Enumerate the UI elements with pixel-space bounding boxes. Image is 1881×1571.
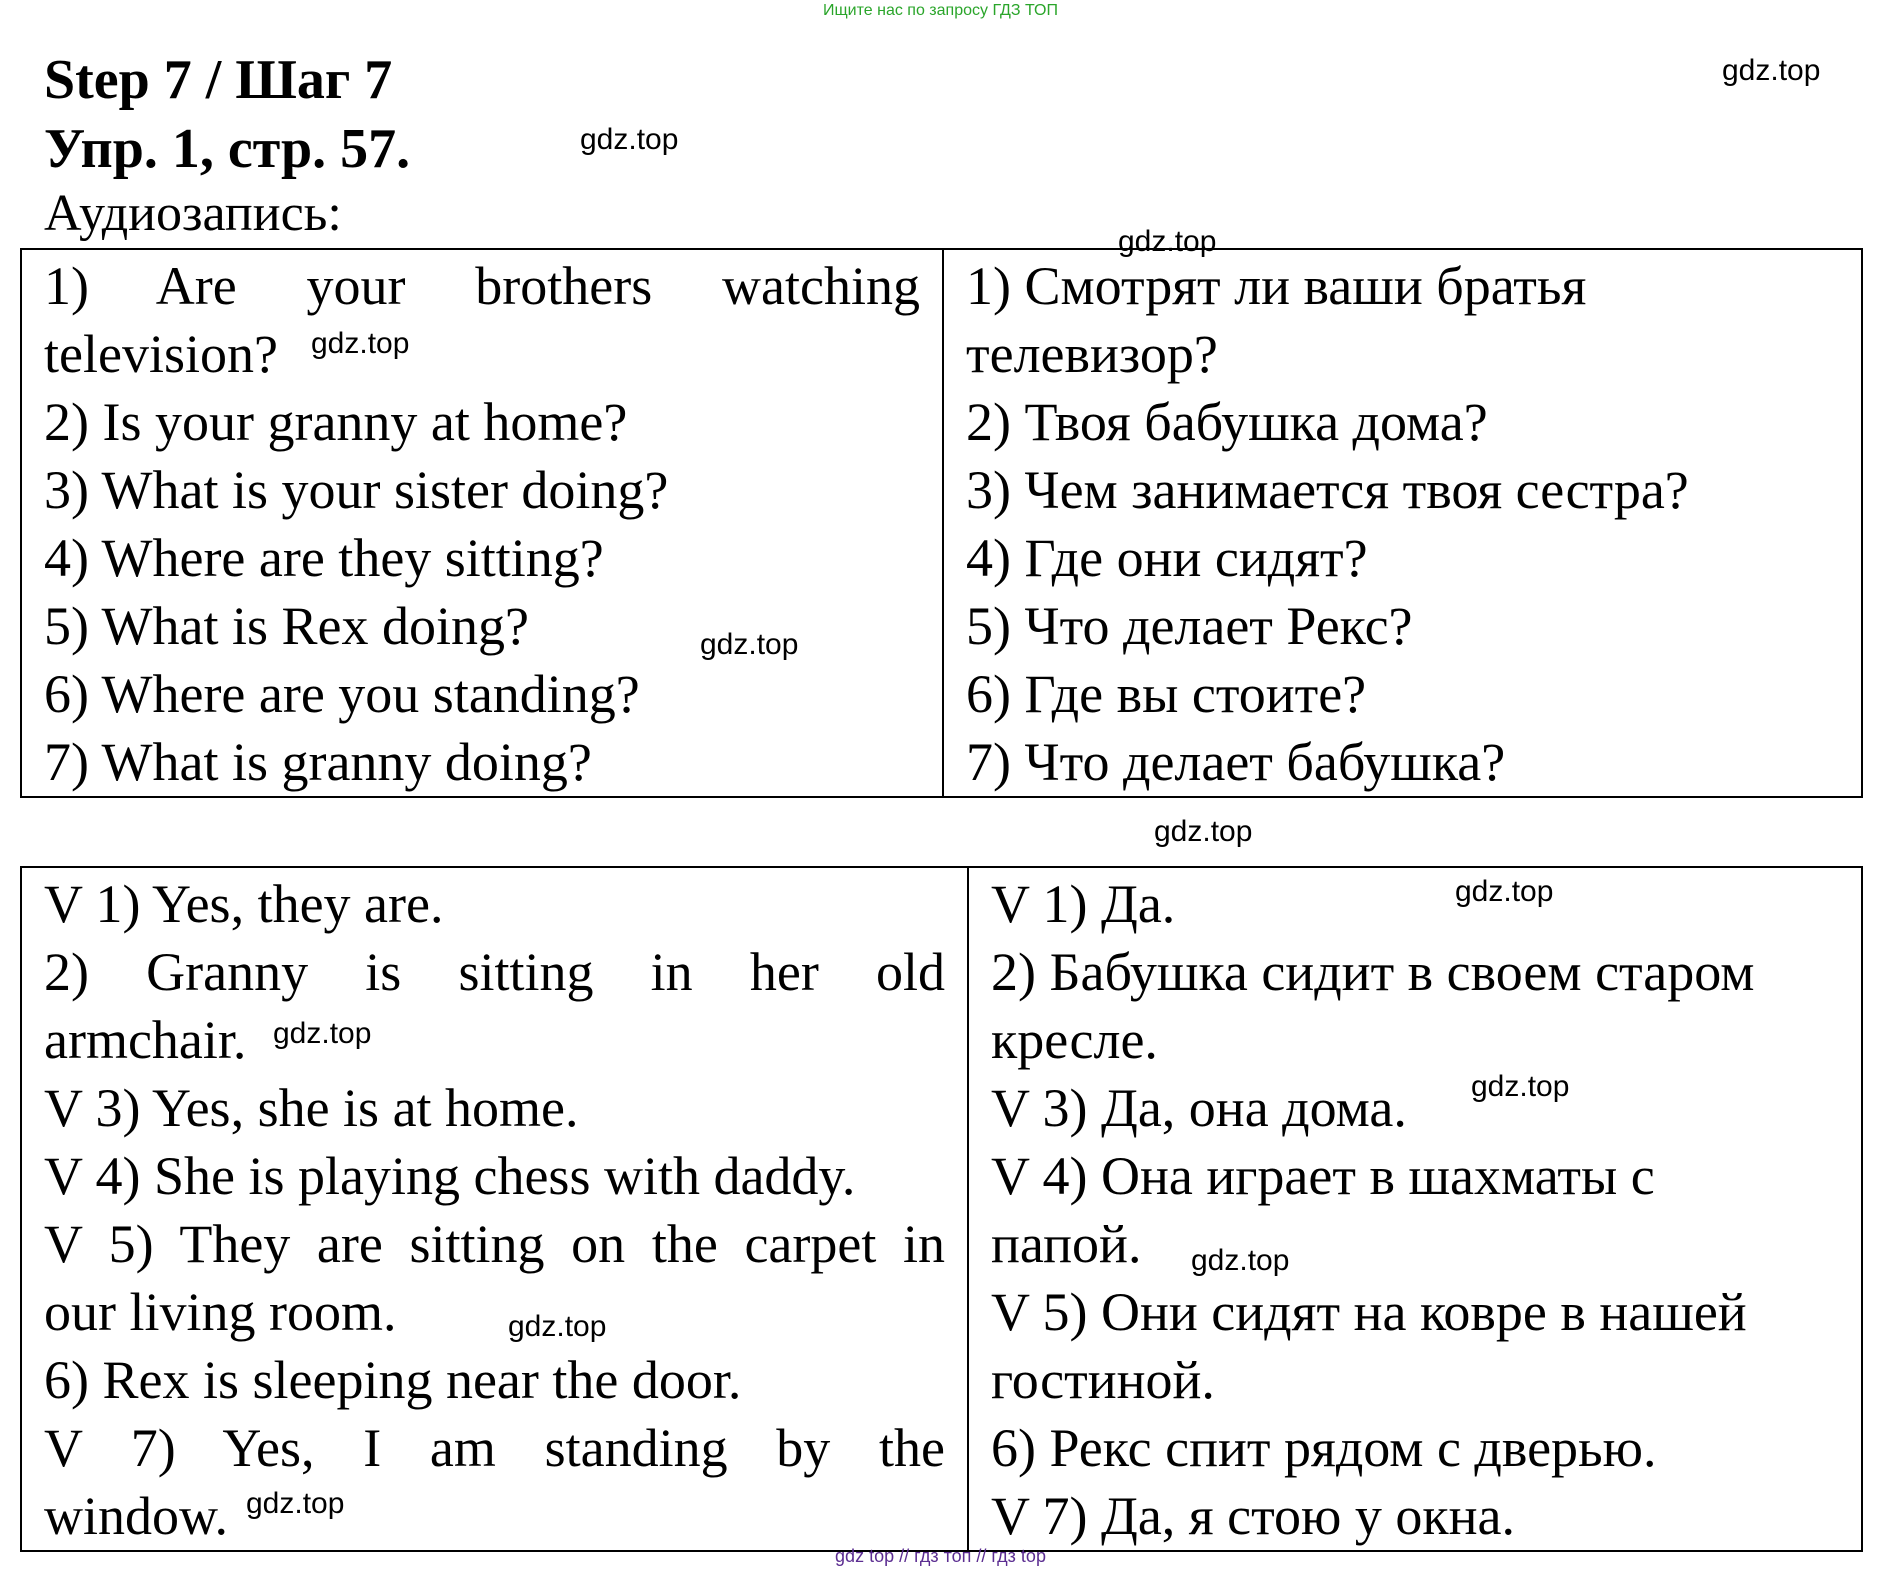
english-column (21, 249, 943, 797)
answer-line: V 3) Yes, she is at home. (44, 1078, 579, 1138)
audio-line: 1) Are your brothers watching (44, 256, 920, 316)
answer-line: V 5) Они сидят на ковре в нашей (991, 1282, 1747, 1342)
answer-line: кресле. (991, 1010, 1158, 1070)
audio-line: телевизор? (966, 324, 1218, 384)
russian-column (943, 249, 1862, 797)
answer-line: 6) Рекс спит рядом с дверью. (991, 1418, 1657, 1478)
audio-line: 5) Что делает Рекс? (966, 596, 1413, 656)
watermark: gdz.top (273, 1017, 372, 1050)
watermark: gdz.top (1154, 815, 1253, 848)
audio-line: 5) What is Rex doing? (44, 596, 529, 656)
answer-line: 2) Бабушка сидит в своем старом (991, 942, 1755, 1002)
answer-line: 2) Granny is sitting in her old (44, 942, 945, 1002)
audio-line: 3) What is your sister doing? (44, 460, 669, 520)
audio-line: 3) Чем занимается твоя сестра? (966, 460, 1689, 520)
watermark: gdz.top (580, 123, 679, 156)
english-column (21, 867, 968, 1551)
watermark: gdz.top (1118, 225, 1217, 258)
russian-column (968, 867, 1862, 1551)
answer-line: window. (44, 1486, 228, 1546)
answer-line: V 7) Да, я стою у окна. (991, 1486, 1515, 1546)
audio-line: 4) Где они сидят? (966, 528, 1368, 588)
audio-label: Аудиозапись: (44, 185, 342, 242)
audio-line: 2) Is your granny at home? (44, 392, 628, 452)
answers-table (20, 866, 1863, 1552)
watermark: gdz.top (1471, 1070, 1570, 1103)
audio-line: 4) Where are they sitting? (44, 528, 604, 588)
step-title: Step 7 / Шаг 7 (44, 49, 393, 111)
answer-line: V 3) Да, она дома. (991, 1078, 1407, 1138)
answer-line: V 4) Она играет в шахматы с (991, 1146, 1655, 1206)
answer-line: V 1) Yes, they are. (44, 874, 444, 934)
answer-line: V 7) Yes, I am standing by the (44, 1418, 945, 1478)
audio-line: 1) Смотрят ли ваши братья (966, 256, 1587, 316)
watermark: gdz.top (700, 628, 799, 661)
watermark: gdz.top (1191, 1244, 1290, 1277)
footer-links: gdz top // гдз топ // гдз top (835, 1546, 1046, 1566)
watermark: gdz.top (1455, 875, 1554, 908)
watermark: gdz.top (508, 1310, 607, 1343)
exercise-title: Упр. 1, стр. 57. (44, 118, 411, 180)
audio-line: 6) Where are you standing? (44, 664, 640, 724)
watermark: gdz.top (1722, 54, 1821, 87)
answer-line: V 1) Да. (991, 874, 1176, 934)
audio-line: 7) Что делает бабушка? (966, 732, 1506, 792)
watermark: gdz.top (311, 327, 410, 360)
answer-line: our living room. (44, 1282, 397, 1342)
top-banner: Ищите нас по запросу ГДЗ ТОП (823, 2, 1058, 19)
answer-line: гостиной. (991, 1350, 1215, 1410)
audio-table (20, 248, 1863, 798)
answer-line: 6) Rex is sleeping near the door. (44, 1350, 742, 1410)
audio-line: 6) Где вы стоите? (966, 664, 1367, 724)
answer-line: V 4) She is playing chess with daddy. (44, 1146, 856, 1206)
audio-line: 2) Твоя бабушка дома? (966, 392, 1488, 452)
audio-line: television? (44, 324, 278, 384)
watermark: gdz.top (246, 1487, 345, 1520)
answer-line: папой. (991, 1214, 1142, 1274)
answer-line: V 5) They are sitting on the carpet in (44, 1214, 945, 1274)
audio-line: 7) What is granny doing? (44, 732, 592, 792)
answer-line: armchair. (44, 1010, 247, 1070)
